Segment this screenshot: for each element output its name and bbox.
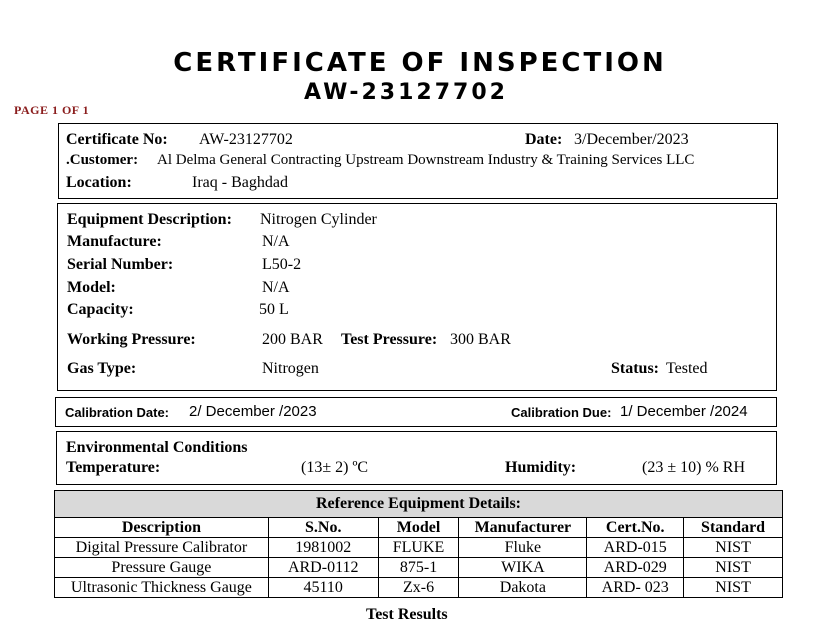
equipment-description-label: Equipment Description: bbox=[67, 211, 232, 228]
table-caption-row bbox=[55, 491, 783, 518]
date-label: Date: bbox=[525, 131, 563, 148]
reference-equipment-table bbox=[54, 490, 783, 598]
cell-model: 875-1 bbox=[378, 558, 459, 578]
cell-cert-no: ARD-029 bbox=[587, 558, 684, 578]
equipment-description-value: Nitrogen Cylinder bbox=[260, 211, 377, 228]
cell-description: Digital Pressure Calibrator bbox=[55, 538, 269, 558]
column-header-model: Model bbox=[378, 518, 459, 538]
cell-description: Ultrasonic Thickness Gauge bbox=[55, 578, 269, 598]
capacity-label: Capacity: bbox=[67, 301, 134, 318]
cell-manufacturer: WIKA bbox=[459, 558, 587, 578]
page-indicator: PAGE 1 OF 1 bbox=[14, 103, 90, 117]
cell-cert-no: ARD-015 bbox=[587, 538, 684, 558]
table-row bbox=[55, 578, 783, 598]
certificate-no-label: Certificate No: bbox=[66, 131, 168, 148]
working-pressure-label: Working Pressure: bbox=[67, 331, 196, 348]
test-pressure-value: 300 BAR bbox=[450, 331, 511, 348]
cell-standard: NIST bbox=[684, 538, 783, 558]
location-label: Location: bbox=[66, 174, 132, 191]
table-row bbox=[55, 538, 783, 558]
temperature-label: Temperature: bbox=[66, 459, 161, 476]
manufacture-value: N/A bbox=[262, 233, 290, 250]
calibration-date-value: 2/ December /2023 bbox=[189, 403, 317, 420]
column-header-sno: S.No. bbox=[268, 518, 378, 538]
cell-cert-no: ARD- 023 bbox=[587, 578, 684, 598]
status-label: Status: bbox=[611, 360, 660, 377]
column-header-cert-no: Cert.No. bbox=[587, 518, 684, 538]
humidity-value: (23 ± 10) % RH bbox=[642, 459, 745, 476]
date-value: 3/December/2023 bbox=[574, 131, 689, 148]
cell-description: Pressure Gauge bbox=[55, 558, 269, 578]
certificate-code-heading: AW-23127702 bbox=[304, 80, 508, 105]
manufacture-label: Manufacture: bbox=[67, 233, 162, 250]
cell-standard: NIST bbox=[684, 578, 783, 598]
cell-sno: 45110 bbox=[268, 578, 378, 598]
table-header-row bbox=[55, 518, 783, 538]
column-header-manufacturer: Manufacturer bbox=[459, 518, 587, 538]
calibration-due-value: 1/ December /2024 bbox=[620, 403, 748, 420]
customer-value: Al Delma General Contracting Upstream Downstream Industry & Training Services LLC bbox=[157, 152, 695, 168]
column-header-standard: Standard bbox=[684, 518, 783, 538]
certificate-no-value: AW-23127702 bbox=[199, 131, 293, 148]
reference-table-caption: Reference Equipment Details: bbox=[55, 491, 783, 518]
working-pressure-value: 200 BAR bbox=[262, 331, 323, 348]
serial-number-label: Serial Number: bbox=[67, 256, 174, 273]
cell-manufacturer: Dakota bbox=[459, 578, 587, 598]
environmental-heading: Environmental Conditions bbox=[66, 439, 248, 456]
calibration-date-label: Calibration Date: bbox=[65, 405, 170, 420]
capacity-value: 50 L bbox=[259, 301, 289, 318]
test-results-heading: Test Results bbox=[366, 606, 448, 623]
temperature-value: (13± 2) ºC bbox=[301, 459, 369, 476]
cell-sno: 1981002 bbox=[268, 538, 378, 558]
calibration-due-label: Calibration Due: bbox=[511, 405, 612, 420]
column-header-description: Description bbox=[55, 518, 269, 538]
status-value: Tested bbox=[666, 360, 708, 377]
humidity-label: Humidity: bbox=[505, 459, 577, 476]
customer-label: .Customer: bbox=[66, 152, 139, 168]
model-value: N/A bbox=[262, 279, 290, 296]
document-title: CERTIFICATE OF INSPECTION bbox=[173, 48, 667, 78]
model-label: Model: bbox=[67, 279, 116, 296]
cell-model: Zx-6 bbox=[378, 578, 459, 598]
cell-standard: NIST bbox=[684, 558, 783, 578]
location-value: Iraq - Baghdad bbox=[192, 174, 288, 191]
gas-type-value: Nitrogen bbox=[262, 360, 319, 377]
cell-sno: ARD-0112 bbox=[268, 558, 378, 578]
cell-model: FLUKE bbox=[378, 538, 459, 558]
serial-number-value: L50-2 bbox=[262, 256, 302, 273]
test-pressure-label: Test Pressure: bbox=[341, 331, 438, 348]
gas-type-label: Gas Type: bbox=[67, 360, 137, 377]
table-row bbox=[55, 558, 783, 578]
cell-manufacturer: Fluke bbox=[459, 538, 587, 558]
